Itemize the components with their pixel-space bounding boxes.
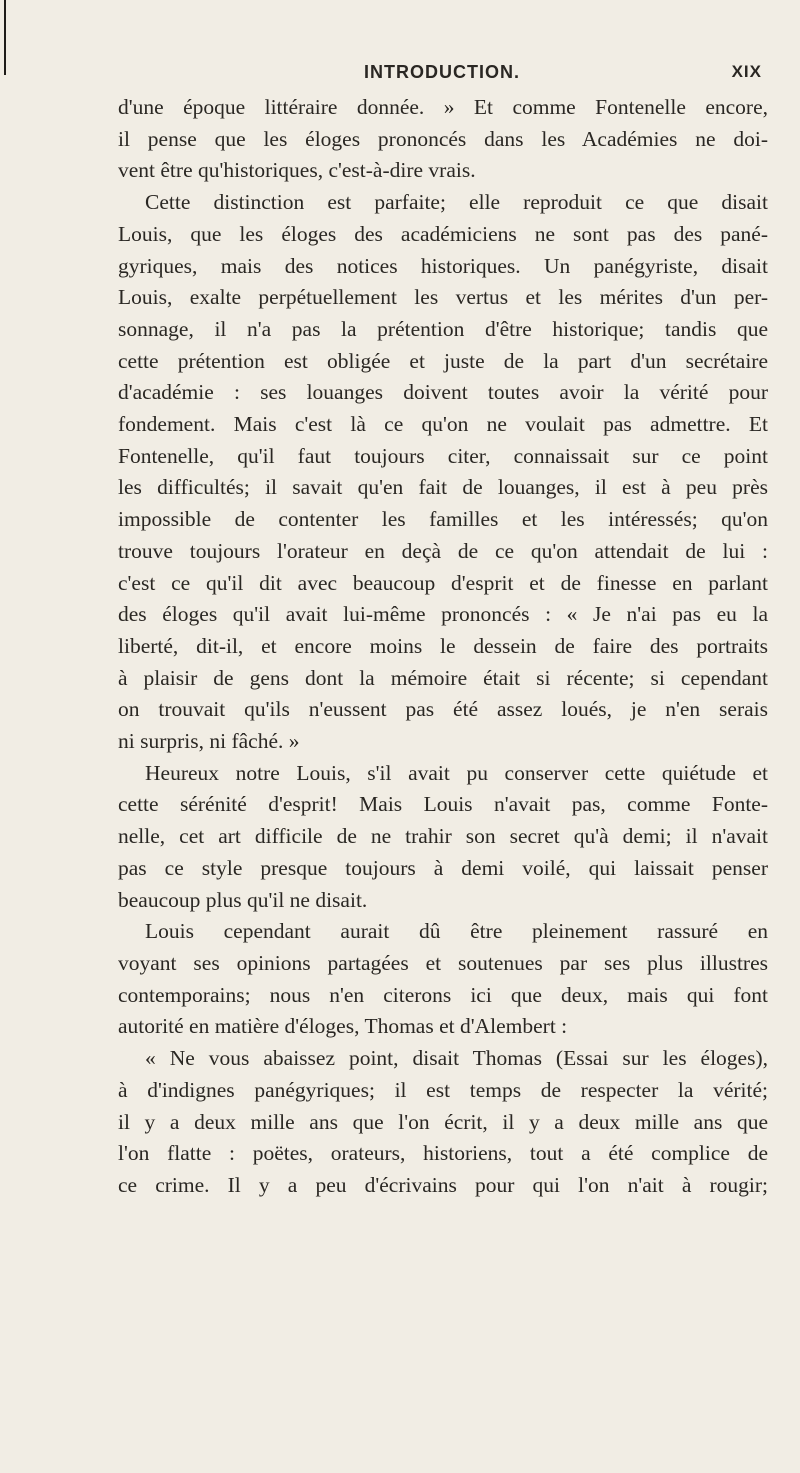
text-line: à plaisir de gens dont la mémoire était si récente; si cependant — [118, 665, 768, 690]
text-line: à d'indignes panégyriques; il est temps de respecter la vérité; — [118, 1077, 768, 1102]
text-line: vent être qu'historiques, c'est-à-dire vrais. — [118, 158, 476, 183]
text-line: trouve toujours l'orateur en deçà de ce qu'on attendait de lui : — [118, 538, 768, 563]
text-line: d'une époque littéraire donnée. » Et comme Fontenelle encore, — [118, 95, 768, 119]
text-line: ce crime. Il y a peu d'écrivains pour qui l'on n'ait à rougir; — [118, 1172, 768, 1197]
text-line: il pense que les éloges prononcés dans les Académies ne doi- — [118, 126, 768, 151]
text-line: cette prétention est obligée et juste de la part d'un secrétaire — [118, 348, 768, 373]
text-line: Louis cependant aurait dû être pleinement rassuré en — [145, 919, 768, 944]
text-line: beaucoup plus qu'il ne disait. — [118, 887, 368, 912]
page-edge-line — [4, 0, 6, 75]
text-line: liberté, dit-il, et encore moins le dessein de faire des portraits — [118, 633, 768, 658]
running-head: INTRODUCTION. — [364, 62, 520, 82]
text-line: on trouvait qu'ils n'eussent pas été assez loués, je n'en serais — [118, 697, 768, 722]
page-number: XIX — [731, 62, 762, 81]
text-line: les difficultés; il savait qu'en fait de louanges, il est à peu près — [118, 475, 768, 500]
text-line: nelle, cet art difficile de ne trahir son secret qu'à demi; il n'avait — [118, 824, 768, 849]
text-line: ni surpris, ni fâché. » — [118, 729, 300, 754]
text-line: pas ce style presque toujours à demi voilé, qui laissait penser — [118, 855, 768, 880]
text-line: cette sérénité d'esprit! Mais Louis n'avait pas, comme Fonte- — [118, 792, 768, 817]
text-line: l'on flatte : poëtes, orateurs, historiens, tout a été complice de — [118, 1141, 768, 1166]
text-line: voyant ses opinions partagées et soutenues par ses plus illustres — [118, 950, 768, 975]
text-line: Louis, que les éloges des académiciens ne sont pas des pané- — [118, 221, 768, 246]
text-line: contemporains; nous n'en citerons ici que deux, mais qui font — [118, 982, 768, 1007]
text-line: gyriques, mais des notices historiques. Un panégyriste, disait — [118, 253, 768, 278]
text-line: impossible de contenter les familles et les intéressés; qu'on — [118, 507, 768, 532]
text-line: sonnage, il n'a pas la prétention d'être historique; tandis que — [118, 316, 768, 341]
text-line: d'académie : ses louanges doivent toutes avoir la vérité pour — [118, 380, 768, 405]
text-line: c'est ce qu'il dit avec beaucoup d'esprit et de finesse en parlant — [118, 570, 768, 595]
text-line: « Ne vous abaissez point, disait Thomas (Essai sur les éloges), — [145, 1046, 768, 1071]
text-line: Cette distinction est parfaite; elle reproduit ce que disait — [145, 190, 768, 215]
text-line: des éloges qu'il avait lui-même prononcés : « Je n'ai pas eu la — [118, 602, 768, 627]
text-line: il y a deux mille ans que l'on écrit, il y a deux mille ans que — [118, 1109, 768, 1134]
text-line: autorité en matière d'éloges, Thomas et d'Alembert : — [118, 1014, 568, 1039]
text-line: fondement. Mais c'est là ce qu'on ne voulait pas admettre. Et — [118, 412, 768, 437]
text-line: Louis, exalte perpétuellement les vertus et les mérites d'un per- — [118, 285, 768, 310]
text-line: Heureux notre Louis, s'il avait pu conserver cette quiétude et — [145, 760, 768, 785]
body-text — [118, 92, 768, 1202]
page-header — [118, 62, 790, 88]
text-line: Fontenelle, qu'il faut toujours citer, connaissait sur ce point — [118, 443, 768, 468]
